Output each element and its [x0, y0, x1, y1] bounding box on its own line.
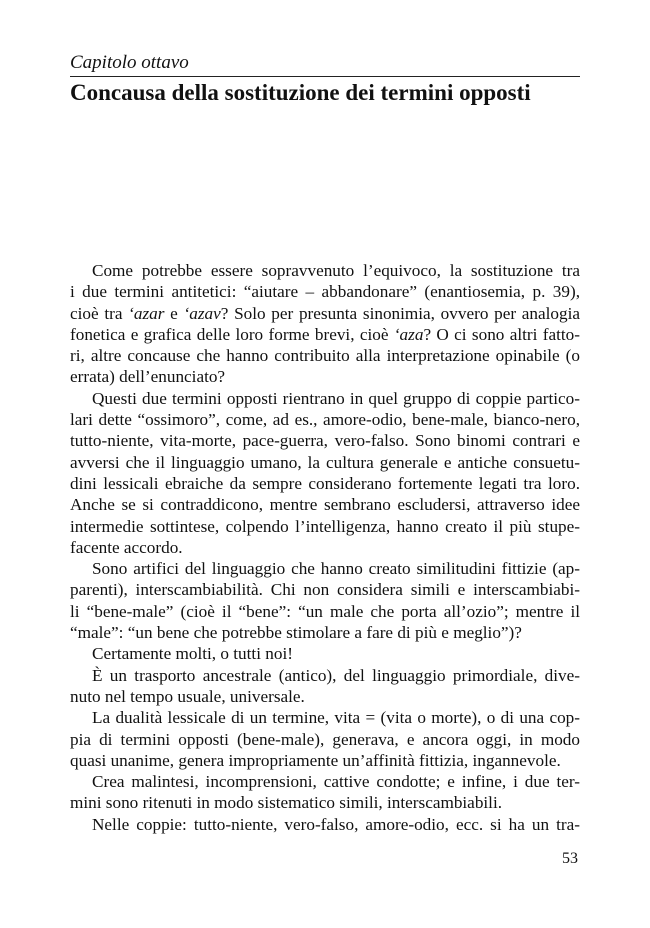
- text-run: parenti), interscambiabilità. Chi non considera simili e interscambiabi-: [70, 580, 580, 600]
- running-head: Capitolo ottavo: [70, 52, 189, 73]
- text-run: fonetica e grafica delle loro forme brevi, cioè: [70, 324, 394, 344]
- text-run: Come potrebbe essere sopravvenuto l’equivoco, la sostituzione tra: [92, 261, 580, 280]
- text-run: li “bene-male” (cioè il “bene”: “un male che porta all’ozio”; mentre il: [70, 601, 580, 621]
- text-line: [70, 324, 580, 345]
- text-run: avversi che il linguaggio umano, la cultura generale e antiche consuetu-: [70, 452, 580, 472]
- text-run: errata) dell’enunciato?: [70, 367, 226, 387]
- text-run: Crea malintesi, incomprensioni, cattive condotte; e infine, i due ter-: [92, 772, 580, 792]
- text-run: Nelle coppie: tutto-niente, vero-falso, amore-odio, ecc. si ha un tra-: [92, 814, 580, 834]
- text-line: [70, 366, 580, 387]
- text-run: tutto-niente, vita-morte, pace-guerra, vero-falso. Sono binomi contrari e: [70, 431, 580, 451]
- text-run: facente accordo.: [70, 537, 183, 557]
- text-run: Anche se si contraddicono, mentre sembrano escludersi, attraverso idee: [70, 495, 580, 515]
- text-line: [70, 814, 580, 835]
- text-line: [70, 430, 580, 451]
- text-run: ? Solo per presunta sinonimia, ovvero per analogia: [220, 303, 580, 323]
- text-line: [70, 792, 580, 813]
- text-line: [70, 281, 580, 302]
- text-line: [70, 473, 580, 494]
- text-line: [70, 707, 580, 728]
- text-line: [70, 665, 580, 686]
- text-run: intermedie sottintese, colpendo l’intelligenza, hanno creato il più stupe-: [70, 516, 580, 536]
- text-run: La dualità lessicale di un termine, vita = (vita o morte), o di una cop-: [92, 708, 580, 728]
- text-run: e: [164, 303, 184, 323]
- text-run: ri, altre concause che hanno contribuito alla interpretazione opinabile (o: [70, 346, 580, 366]
- text-line: [70, 729, 580, 750]
- text-line: [70, 345, 580, 366]
- text-run: lari dette “ossimoro”, come, ad es., amore-odio, bene-male, bianco-nero,: [70, 410, 580, 430]
- text-run: nuto nel tempo usuale, universale.: [70, 686, 305, 706]
- text-line: [70, 303, 580, 324]
- page-number: 53: [562, 850, 578, 867]
- text-run: Sono artifici del linguaggio che hanno creato similitudini fittizie (ap-: [92, 559, 580, 579]
- italic-term: ‘azav: [183, 303, 221, 323]
- text-line: [70, 686, 580, 707]
- text-run: dini lessicali ebraiche da sempre considerano fortemente legati tra loro.: [70, 473, 580, 493]
- text-run: mini sono ritenuti in modo sistematico simili, interscambiabili.: [70, 793, 503, 813]
- text-line: [70, 643, 580, 664]
- text-run: “male”: “un bene che potrebbe stimolare a fare di più e meglio”)?: [70, 623, 522, 643]
- text-line: [70, 622, 580, 643]
- text-line: [70, 388, 580, 409]
- text-run: pia di termini opposti (bene-male), generava, e ancora oggi, in modo: [70, 729, 580, 749]
- text-line: [70, 260, 580, 281]
- text-line: [70, 516, 580, 537]
- text-run: quasi unanime, genera impropriamente un’affinità fittizia, ingannevole.: [70, 750, 561, 770]
- italic-term: ‘azar: [128, 303, 165, 323]
- text-run: cioè tra: [70, 303, 129, 323]
- text-line: [70, 750, 580, 771]
- chapter-title: Concausa della sostituzione dei termini opposti: [70, 80, 531, 105]
- text-line: [70, 579, 580, 600]
- text-run: Questi due termini opposti rientrano in quel gruppo di coppie partico-: [92, 388, 580, 408]
- text-line: [70, 494, 580, 515]
- text-run: i due termini antitetici: “aiutare – abbandonare” (enantiosemia, p. 39),: [70, 282, 580, 302]
- text-line: [70, 452, 580, 473]
- text-line: [70, 558, 580, 579]
- text-run: ? O ci sono altri fatto-: [423, 324, 580, 344]
- text-line: [70, 409, 580, 430]
- text-run: Certamente molti, o tutti noi!: [92, 644, 293, 664]
- header-divider: [70, 76, 580, 77]
- italic-term: ‘aza: [393, 324, 424, 344]
- text-line: [70, 601, 580, 622]
- text-line: [70, 771, 580, 792]
- body-text: [70, 260, 580, 835]
- text-run: È un trasporto ancestrale (antico), del linguaggio primordiale, dive-: [92, 665, 580, 685]
- text-line: [70, 537, 580, 558]
